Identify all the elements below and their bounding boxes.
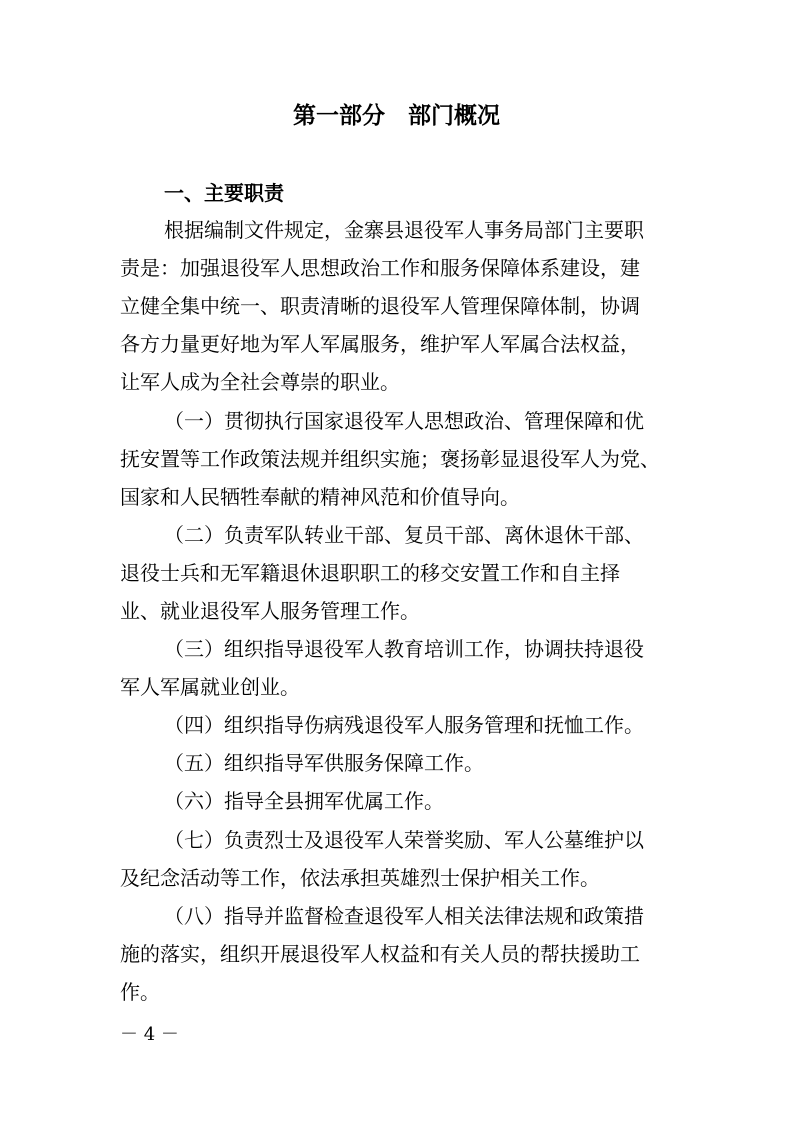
body-line: 施的落实，组织开展退役军人权益和有关人员的帮扶援助工 xyxy=(120,942,640,966)
body-line: 及纪念活动等工作，依法承担英雄烈士保护相关工作。 xyxy=(120,866,600,890)
body-line: （五）组织指导军供服务保障工作。 xyxy=(164,751,484,775)
body-line: （一）贯彻执行国家退役军人思想政治、管理保障和优 xyxy=(164,409,644,433)
body-line: 各方力量更好地为军人军属服务，维护军人军属合法权益， xyxy=(120,332,640,356)
body-line: 抚安置等工作政策法规并组织实施；褒扬彰显退役军人为党、 xyxy=(120,447,660,471)
page-number: － 4 － xyxy=(120,1024,179,1045)
page-title: 第一部分 部门概况 xyxy=(293,103,500,129)
body-line: （三）组织指导退役军人教育培训工作，协调扶持退役 xyxy=(164,637,644,661)
body-line: （二）负责军队转业干部、复员干部、离休退休干部、 xyxy=(164,523,644,547)
body-line: 立健全集中统一、职责清晰的退役军人管理保障体制，协调 xyxy=(120,294,640,318)
body-line: （六）指导全县拥军优属工作。 xyxy=(164,789,444,813)
body-line: 军人军属就业创业。 xyxy=(120,675,300,699)
body-line: 责是：加强退役军人思想政治工作和服务保障体系建设，建 xyxy=(120,256,640,280)
body-line: 业、就业退役军人服务管理工作。 xyxy=(120,599,420,623)
body-line: 让军人成为全社会尊崇的职业。 xyxy=(120,370,400,394)
body-line: 退役士兵和无军籍退休退职职工的移交安置工作和自主择 xyxy=(120,561,620,585)
body-line: （七）负责烈士及退役军人荣誉奖励、军人公墓维护以 xyxy=(164,828,644,852)
body-line: 根据编制文件规定，金寨县退役军人事务局部门主要职 xyxy=(164,218,644,242)
section-heading: 一、主要职责 xyxy=(164,181,284,205)
body-line: 作。 xyxy=(120,980,160,1004)
body-line: （四）组织指导伤病残退役军人服务管理和抚恤工作。 xyxy=(164,713,644,737)
body-line: 国家和人民牺牲奉献的精神风范和价值导向。 xyxy=(120,485,520,509)
body-line: （八）指导并监督检查退役军人相关法律法规和政策措 xyxy=(164,904,644,928)
